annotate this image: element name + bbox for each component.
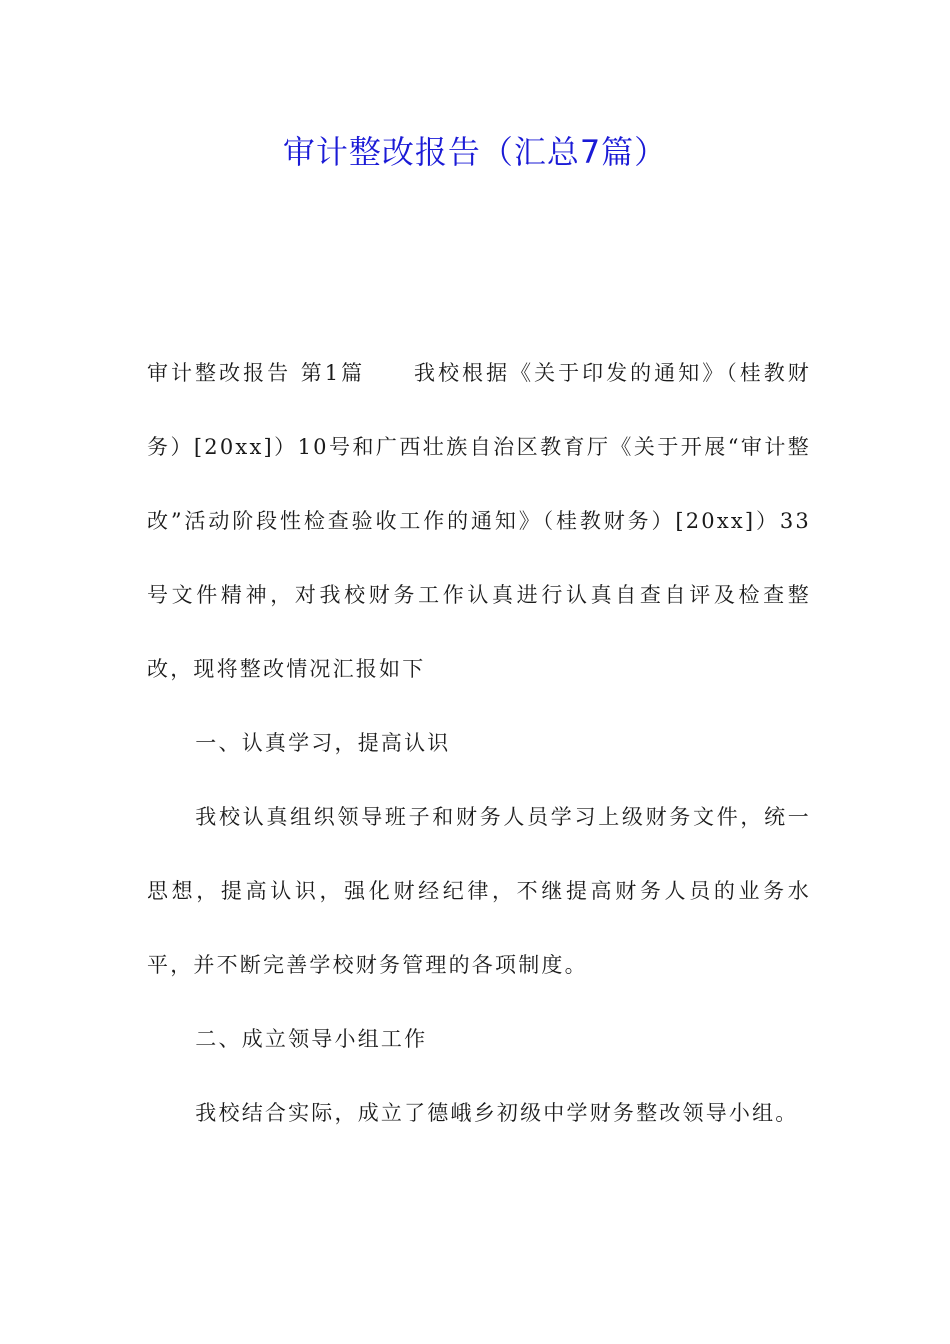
body-paragraph-1: 我校认真组织领导班子和财务人员学习上级财务文件，统一思想，提高认识，强化财经纪律，不继提高财务人员的业务水平，并不断完善学校财务管理的各项制度。 (147, 805, 811, 977)
document-title: 审计整改报告（汇总7篇） (282, 133, 668, 171)
section-heading-2: 二、成立领导小组工作 (195, 1027, 428, 1051)
section-heading-1: 一、认真学习，提高认识 (195, 731, 451, 755)
intro-text: 我校根据《关于印发的通知》（桂教财务）[20xx]）10号和广西壮族自治区教育厅《关于开展“审计整改”活动阶段性检查验收工作的通知》（桂教财务）[20xx]）33号文件精神，对我校财务工作认真进行认真自查自评及检查整改，现将整改情况汇报如下 (147, 361, 811, 681)
document-body (147, 336, 811, 1150)
body-paragraph-2: 我校结合实际，成立了德峨乡初级中学财务整改领导小组。 (195, 1101, 799, 1125)
section-label: 审计整改报告 第1篇 (147, 361, 366, 385)
intro-paragraph (147, 336, 811, 706)
